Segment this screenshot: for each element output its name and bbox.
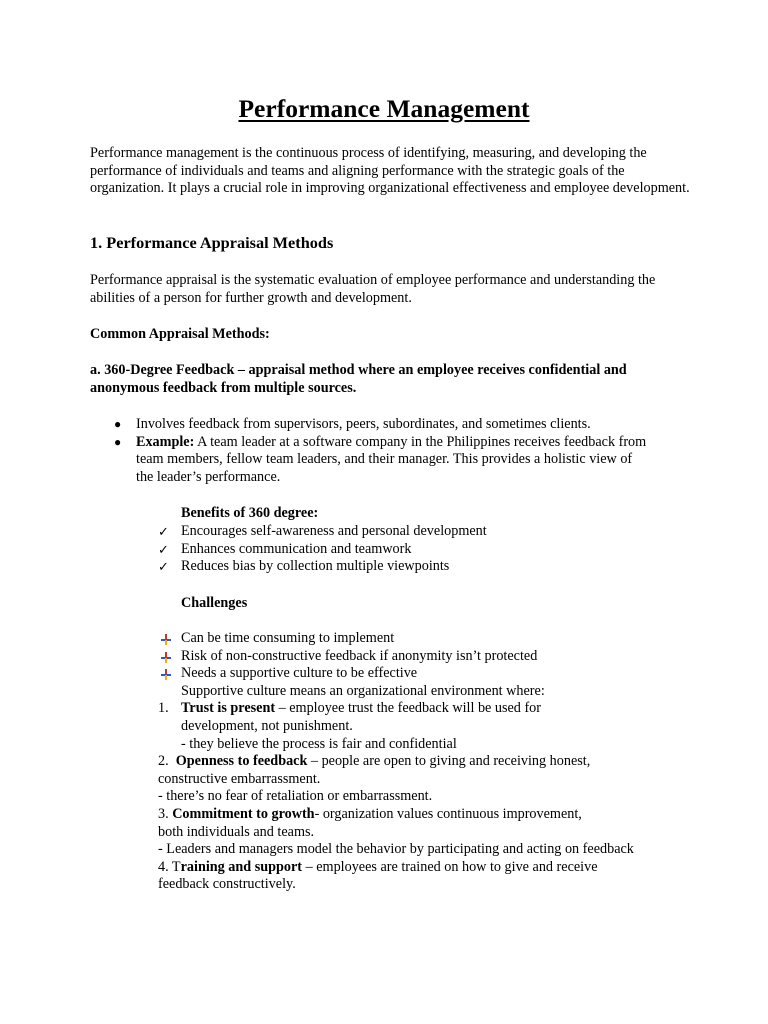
benefit-text: Enhances communication and teamwork: [181, 540, 412, 557]
benefits-list: [90, 523, 690, 576]
challenges-list: [90, 630, 690, 894]
example-text: A team leader at a software company in the Philippines receives feedback from team members, fellow team leaders, and their manager. This provides a holistic view of the leader’s performance.: [136, 433, 647, 485]
challenge-text: Risk of non-constructive feedback if anonymity isn’t protected: [181, 647, 538, 664]
culture-point-2: [90, 753, 628, 788]
benefit-text: Encourages self-awareness and personal development: [181, 523, 487, 539]
checkmark-icon: ✓: [158, 541, 169, 557]
pushpin-icon: [161, 652, 171, 663]
benefits-heading: Benefits of 360 degree:: [181, 505, 319, 521]
list-item: [90, 523, 690, 541]
culture-intro: Supportive culture means an organizational environment where:: [181, 682, 545, 699]
common-methods-heading: Common Appraisal Methods:: [90, 326, 270, 342]
challenge-text: Can be time consuming to implement: [181, 630, 395, 646]
section-heading-appraisal-methods: 1. Performance Appraisal Methods: [90, 233, 334, 252]
point-text: - organization values continuous improvement, both individuals and teams.: [158, 805, 582, 840]
point-label: Trust is present: [181, 700, 276, 717]
bullet-list: [90, 416, 690, 486]
point-number: 2.: [158, 753, 169, 770]
point-number: 1.: [158, 700, 169, 717]
challenge-text: Needs a supportive culture to be effective: [181, 665, 418, 682]
point-text: – employees are trained on how to give and receive feedback constructively.: [158, 858, 598, 893]
document-title: Performance Management: [238, 94, 530, 123]
pushpin-icon: [161, 634, 171, 645]
bullet-text: Involves feedback from supervisors, peers, subordinates, and sometimes clients.: [136, 416, 591, 432]
checkmark-icon: ✓: [158, 524, 169, 539]
benefit-text: Reduces bias by collection multiple viewpoints: [181, 558, 450, 575]
point-label: raining and support: [180, 858, 303, 875]
bullet-icon: ●: [114, 434, 122, 449]
point-text: – people are open to giving and receiving honest, constructive embarrassment.: [158, 753, 591, 787]
culture-point-4: [90, 859, 618, 894]
method-360-heading: a. 360-Degree Feedback – appraisal method where an employee receives confidential and anonymous feedback from multiple sources.: [90, 362, 627, 396]
challenges-heading: Challenges: [181, 595, 248, 611]
point-label: Commitment to growth: [172, 805, 315, 822]
list-item: [90, 541, 690, 559]
culture-point-1-sub: - they believe the process is fair and confidential: [181, 735, 457, 752]
culture-point-2-sub: - there’s no fear of retaliation or embarrassment.: [158, 788, 433, 805]
pushpin-icon: [161, 669, 171, 680]
list-item: [90, 416, 690, 434]
point-label: Openness to feedback: [175, 753, 308, 770]
intro-paragraph: Performance management is the continuous process of identifying, measuring, and developing the performance of individuals and teams and aligning performance with the strategic goals of the organization. It plays a crucial role in improving organizational effectiveness and employee development.: [90, 145, 690, 197]
list-item: [90, 630, 690, 648]
point-number: 4. T: [158, 858, 181, 875]
culture-point-1: [90, 700, 606, 735]
list-item: [90, 648, 690, 666]
culture-point-3-sub: - Leaders and managers model the behavior by participating and acting on feedback: [158, 841, 634, 858]
point-text: – employee trust the feedback will be used for development, not punishment.: [181, 700, 541, 734]
appraisal-definition-paragraph: Performance appraisal is the systematic evaluation of employee performance and understanding the abilities of a person for further growth and development.: [90, 272, 656, 306]
list-item: [90, 434, 650, 487]
list-item: [90, 558, 690, 576]
example-label: Example:: [136, 433, 195, 450]
list-item: [90, 665, 690, 683]
bullet-icon: ●: [114, 417, 122, 431]
culture-point-3: [90, 806, 583, 841]
point-number: 3.: [158, 805, 173, 822]
checkmark-icon: ✓: [158, 559, 169, 575]
